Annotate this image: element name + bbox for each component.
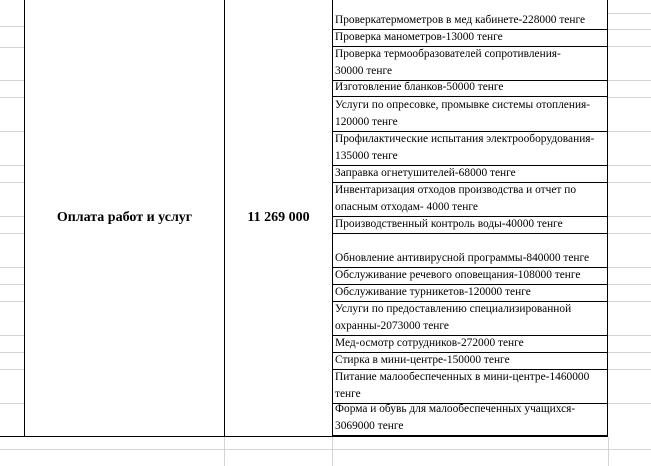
expense-item-cell[interactable] — [333, 47, 608, 81]
expense-item-cell[interactable] — [333, 97, 608, 132]
expense-item-text: 135000 тенге — [335, 150, 398, 162]
gridline — [0, 131, 24, 132]
expense-item-cell[interactable] — [333, 132, 608, 166]
expense-item-text: тенге — [335, 388, 361, 400]
expense-item-cell[interactable] — [333, 166, 608, 183]
expense-item-text: Инвентаризация отходов производства и отчет по — [335, 184, 577, 196]
gridline — [0, 216, 24, 217]
expense-item-cell[interactable] — [333, 336, 608, 353]
expense-item-text: Профилактические испытания электрооборудования- — [335, 133, 595, 145]
gridline — [608, 131, 651, 132]
gridline — [0, 182, 24, 183]
expense-item-text: Проверкатермометров в мед кабинете-228000 тенге — [335, 14, 586, 26]
gridline — [0, 165, 24, 166]
gridline — [608, 165, 651, 166]
gridline — [0, 233, 24, 234]
gridline — [608, 97, 651, 98]
expense-item-text: Производственный контроль воды-40000 тенге — [335, 218, 563, 230]
expense-item-cell[interactable] — [333, 217, 608, 234]
gridline — [608, 182, 651, 183]
expense-item-text: Заправка огнетушителей-68000 тенге — [335, 167, 516, 179]
gridline — [0, 47, 24, 48]
gridline — [0, 335, 24, 336]
expense-item-text: Услуги по опресовке, промывке системы отопления- — [335, 99, 591, 111]
gridline — [0, 352, 24, 353]
expense-item-cell[interactable] — [333, 268, 608, 285]
gridline — [0, 403, 24, 404]
expense-item-text: Обновление антивирусной программы-840000 тенге — [335, 252, 590, 264]
expense-item-text: 30000 тенге — [335, 65, 393, 77]
gridline — [224, 437, 225, 466]
expense-item-cell[interactable] — [333, 370, 608, 404]
gridline — [608, 267, 651, 268]
gridline — [608, 216, 651, 217]
gridline — [0, 284, 24, 285]
gridline — [608, 80, 651, 81]
expense-item-cell[interactable] — [333, 183, 608, 217]
expense-item-cell[interactable] — [333, 30, 608, 47]
expense-item-cell[interactable] — [333, 285, 608, 302]
cell-border — [0, 436, 608, 437]
gridline — [608, 437, 609, 466]
expense-item-text: Обслуживание речевого оповещания-108000 тенге — [335, 269, 581, 281]
gridline — [608, 233, 651, 234]
expense-item-text: Проверка термообразователей сопротивления- — [335, 48, 561, 60]
expense-item-cell[interactable] — [333, 404, 608, 436]
expense-item-text: опасным отходам- 4000 тенге — [335, 201, 478, 213]
expense-category-cell[interactable] — [25, 0, 224, 436]
expense-item-cell[interactable] — [333, 0, 608, 30]
expense-item-text: Услуги по предоставлению специализированной — [335, 303, 572, 315]
gridline — [332, 437, 333, 466]
gridline — [0, 80, 24, 81]
expense-item-text: Мед-осмотр сотрудников-272000 тенге — [335, 337, 524, 349]
gridline — [608, 13, 651, 14]
expense-item-text: Стирка в мини-центре-150000 тенге — [335, 354, 510, 366]
gridline — [608, 403, 651, 404]
gridline — [0, 369, 24, 370]
expense-item-text: Изготовление бланков-50000 тенге — [335, 81, 504, 93]
expense-item-text: Форма и обувь для малообеспеченных учащихся- — [335, 403, 576, 415]
expense-item-cell[interactable] — [333, 353, 608, 370]
expense-item-text: 3069000 тенге — [335, 420, 404, 432]
gridline — [0, 97, 24, 98]
expense-category-label: Оплата работ и услуг — [56, 210, 193, 225]
expense-item-text: Питание малообеспеченных в мини-центре-1460000 — [335, 371, 590, 383]
expense-item-text: Обслуживание турникетов-120000 тенге — [335, 286, 531, 298]
expense-item-cell[interactable] — [333, 234, 608, 268]
gridline — [608, 352, 651, 353]
expense-item-text: Проверка манометров-13000 тенге — [335, 31, 503, 43]
expense-item-text: 120000 тенге — [335, 116, 398, 128]
gridline — [0, 301, 24, 302]
expense-item-text: охранны-2073000 тенге — [335, 320, 449, 332]
gridline — [608, 284, 651, 285]
expense-amount-value: 11 269 000 — [247, 210, 310, 225]
gridline — [0, 449, 651, 450]
gridline — [608, 335, 651, 336]
gridline — [608, 301, 651, 302]
gridline — [608, 46, 651, 47]
expense-item-cell[interactable] — [333, 302, 608, 336]
gridline — [608, 369, 651, 370]
expense-amount-cell[interactable] — [225, 0, 332, 436]
gridline — [608, 29, 651, 30]
gridline — [0, 26, 24, 27]
gridline — [0, 267, 24, 268]
expense-item-cell[interactable] — [333, 81, 608, 97]
